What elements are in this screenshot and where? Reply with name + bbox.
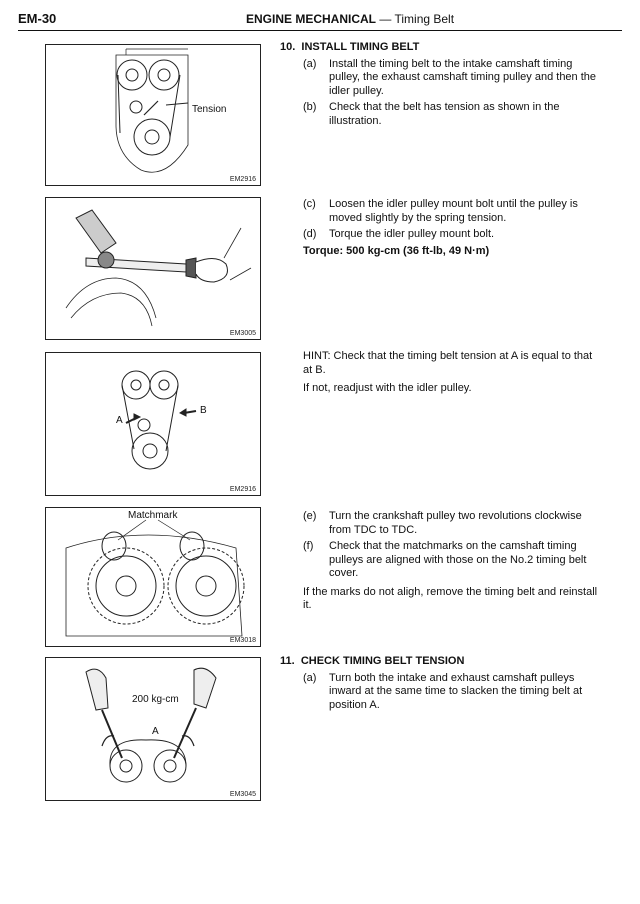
item-text: Turn the crankshaft pulley two revolutions clockwise from TDC to TDC. <box>329 510 582 536</box>
item-text: Loosen the idler pulley mount bolt until the pulley is moved slightly by the spring tension. <box>329 198 578 224</box>
header-title <box>246 12 454 26</box>
section-name: ENGINE MECHANICAL <box>246 12 377 26</box>
tension-check-illustration <box>46 353 260 495</box>
figure-code: EM3045 <box>229 791 256 798</box>
step-10-number: 10. <box>280 41 296 53</box>
step-10-ef-block <box>303 507 603 613</box>
figure-belt-tension <box>45 44 261 186</box>
hint-followup: If not, readjust with the idler pulley. <box>303 382 472 394</box>
step-11a <box>303 672 600 713</box>
item-key: (a) <box>303 671 317 684</box>
step-10-cd-block <box>303 195 603 258</box>
step-11-block <box>280 655 600 712</box>
item-text: Check that the belt has tension as shown in the illustration. <box>329 101 560 127</box>
item-key: (a) <box>303 57 317 70</box>
step-11-heading <box>280 655 600 669</box>
figure-code: EM2916 <box>229 176 256 183</box>
item-text: Check that the matchmarks on the camshaft timing pulleys are aligned with those on the No.2 timing belt cover. <box>329 540 587 579</box>
page-header <box>18 10 622 31</box>
step-10-heading <box>280 41 600 55</box>
item-key: (c) <box>303 198 316 210</box>
step-10-block <box>280 41 600 128</box>
figure-code: EM3005 <box>229 330 256 337</box>
label-point-b: B <box>200 405 207 416</box>
item-key: (b) <box>303 101 317 113</box>
hint-text: HINT: Check that the timing belt tension at A is equal to that at B. <box>303 350 593 376</box>
item-key: (e) <box>303 510 317 522</box>
reinstall-note: If the marks do not aligh, remove the timing belt and reinstall it. <box>303 585 598 611</box>
label-point-a: A <box>116 415 123 426</box>
step-10a <box>303 58 600 99</box>
torque-spec: Torque: 500 kg-cm (36 ft-lb, 49 N·m) <box>303 244 490 257</box>
figure-code: EM3018 <box>229 637 256 644</box>
label-position-a: A <box>152 726 159 737</box>
figure-torque-bolt <box>45 197 261 340</box>
step-10e <box>303 510 603 537</box>
step-10b <box>303 101 600 128</box>
figure-code: EM2916 <box>229 486 256 493</box>
item-text: Turn both the intake and exhaust camshaft pulleys inward at the same time to slacken the timing belt at position A. <box>329 671 583 711</box>
title-dash: — <box>379 12 392 26</box>
hint-block <box>303 350 603 396</box>
figure-tension-ab <box>45 352 261 496</box>
figure-check-tension <box>45 657 261 801</box>
label-torque-value: 200 kg-cm <box>132 694 179 705</box>
label-tension: Tension <box>192 104 227 115</box>
page-number: EM-30 <box>18 11 57 26</box>
matchmark-illustration <box>46 508 260 646</box>
belt-tension-illustration <box>46 45 260 185</box>
step-10d <box>303 228 603 242</box>
step-11-title: CHECK TIMING BELT TENSION <box>300 655 465 667</box>
step-10c <box>303 198 603 225</box>
step-11-number: 11. <box>280 655 295 667</box>
topic-name: Timing Belt <box>394 12 455 26</box>
label-matchmark: Matchmark <box>128 510 178 521</box>
item-text: Install the timing belt to the intake camshaft timing pulley, the exhaust camshaft timing pulley and then the idler pulley. <box>329 57 597 97</box>
item-text: Torque the idler pulley mount bolt. <box>329 228 495 240</box>
item-key: (d) <box>303 228 317 240</box>
step-10-title: INSTALL TIMING BELT <box>301 41 420 53</box>
item-key: (f) <box>303 540 314 552</box>
figure-matchmarks <box>45 507 261 647</box>
torque-wrench-illustration <box>46 198 260 339</box>
step-10f <box>303 540 603 581</box>
